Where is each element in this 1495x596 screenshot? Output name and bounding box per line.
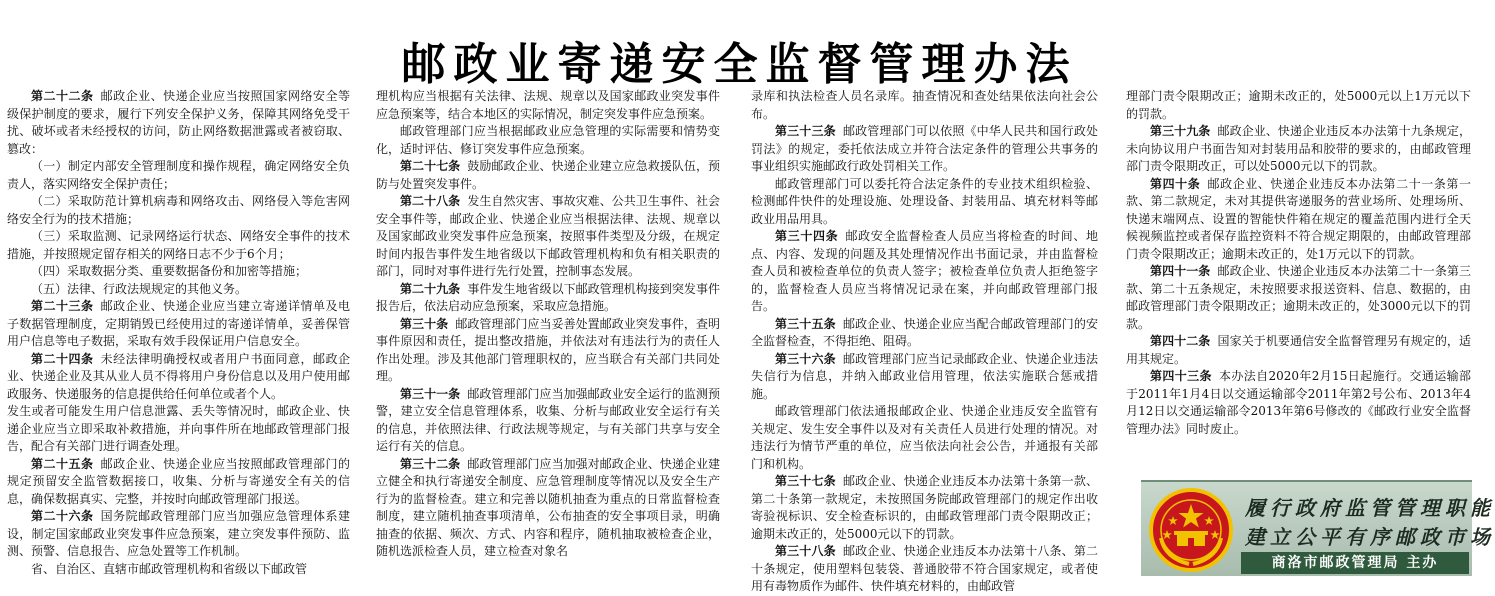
sponsor-banner [1141,480,1495,576]
article-label: 第三十三条 [775,124,836,138]
article-label: 第四十一条 [1150,264,1211,278]
article-text: 邮政企业、快递企业违反本办法第十九条规定，未向协议用户书面告知对封装用品和胶带的要求的，由邮政管理部门责令限期改正，可以处5000元以下的罚款。 [1126,124,1471,173]
article-43 [1126,368,1471,438]
article-text: 邮政企业、快递企业违反本办法第二十一条第三款、第二十五条规定，未按照要求报送资料、信息、数据的，由邮政管理部门责令限期改正；逾期未改正的，处3000元以下的罚款。 [1126,264,1471,331]
text-column-3 [751,88,1098,593]
article-text: 邮政企业、快递企业应当按照国家网络安全等级保护制度的要求，履行下列安全保护义务，保障其网络免受干扰、破坏或者未经授权的访问，防止网络数据泄露或者被窃取、篡改： [7,89,350,156]
article-label: 第二十三条 [31,299,94,313]
article-text: 国务院邮政管理部门应当加强应急管理体系建设，制定国家邮政业突发事件应急预案，建立突发事件预防、监测、预警、信息报告、应急处置等工作机制。 [7,509,350,558]
article-label: 第三十五条 [775,316,836,331]
article-42 [1126,333,1471,368]
article-25 [7,456,350,509]
article-26 [7,508,350,561]
article-label: 第二十九条 [400,281,461,296]
article-label: 第二十八条 [400,194,461,208]
article-label: 第三十四条 [775,229,839,243]
article-label: 第三十六条 [775,351,836,366]
national-emblem-icon [1147,488,1235,572]
article-label: 第四十条 [1150,176,1201,191]
article-28 [376,193,720,281]
article-text: 未经法律明确授权或者用户书面同意，邮政企业、快递企业及其从业人员不得将用户身份信息以及用户使用邮政服务、快递服务的信息提供给任何单位或者个人。 [7,351,350,401]
article-text: 邮政企业、快递企业违反本办法第十条第一款、第二十条第一款规定，未按照国务院邮政管理部门的规定作出收寄验视标识、安全检查标识的，由邮政管理部门责令限期改正；逾期未改正的，处5000元以下的罚款。 [751,474,1098,541]
article-31 [376,386,720,456]
article-label: 第三十八条 [775,544,836,558]
article-text: 邮政管理部门应当妥善处置邮政业突发事件，查明事件原因和责任，提出整改措施，并依法对有违法行为的责任人作出处理。涉及其他部门管理职权的，应当联合有关部门共同处理。 [376,316,720,383]
article-text: 邮政管理部门应当加强对邮政企业、快递企业建立健全和执行寄递安全制度、应急管理制度等情况以及安全生产行为的监督检查。建立和完善以随机抽查为重点的日常监督检查制度，建立随机抽查事项清单，公布抽查的安全事项目录，明确抽查的依据、频次、方式、内容和程序，随机抽取被检查企业，随机选派检查人员，建立检查对象名 [376,456,720,558]
article-32 [376,456,720,561]
paragraph: 理部门责令限期改正；逾期未改正的，处5000元以上1万元以下的罚款。 [1126,89,1471,121]
article-text: 邮政企业、快递企业违反本办法第二十一条第一款、第二款规定，未对其提供寄递服务的营业场所、处理场所、快递末端网点、设置的智能快件箱在规定的覆盖范围内进行全天候视频监控或者保存监控资料不符合规定期限的，由邮政管理部门责令限期改正；逾期未改正的，处1万元以下的罚款。 [1126,176,1471,261]
article-label: 第二十五条 [31,456,94,471]
article-label: 第二十七条 [400,159,461,173]
paragraph: 理机构应当根据有关法律、法规、规章以及国家邮政业突发事件应急预案等，结合本地区的实际情况，制定突发事件应急预案。 [376,89,720,121]
article-41 [1126,263,1471,333]
article-22 [7,88,350,158]
article-39 [1126,123,1471,176]
list-item: （一）制定内部安全管理制度和操作规程，确定网络安全负责人，落实网络安全保护责任； [7,159,350,191]
article-label: 第三十七条 [775,474,836,488]
host-label: 商洛市邮政管理局 主办 [1241,552,1469,574]
article-text: 邮政管理部门可以依照《中华人民共和国行政处罚法》的规定，委托依法成立并符合法定条件的管理公共事务的事业组织实施邮政行政处罚相关工作。 [751,124,1098,173]
text-column-4 [1126,88,1471,473]
article-text: 邮政企业、快递企业应当配合邮政管理部门的安全监督检查，不得拒绝、阻碍。 [751,316,1098,348]
article-text: 本办法自2020年2月15日起施行。交通运输部于2011年1月4日以交通运输部令2011年第2号公布、2013年4月12日以交通运输部令2013年第6号修改的《邮政行业安全监督管理办法》同时废止。 [1126,369,1471,436]
text-column-2 [376,88,720,576]
article-label: 第四十三条 [1150,369,1212,383]
list-item: （二）采取防范计算机病毒和网络攻击、网络侵入等危害网络安全行为的技术措施； [7,194,350,226]
paragraph: 发生或者可能发生用户信息泄露、丢失等情况时，邮政企业、快递企业应当立即采取补救措施，并向事件所在地邮政管理部门报告，配合有关部门进行调查处理。 [7,404,350,453]
paragraph: 省、自治区、直辖市邮政管理机构和省级以下邮政管 [31,561,308,576]
article-24 [7,351,350,404]
article-label: 第四十二条 [1150,334,1211,348]
emblem-gate-roof [1174,531,1208,535]
article-34 [751,228,1098,316]
article-text: 事件发生地省级以下邮政管理机构接到突发事件报告后，依法启动应急预案，采取应急措施。 [376,281,720,313]
article-label: 第三十一条 [400,386,461,401]
article-35 [751,316,1098,351]
article-label: 第二十二条 [31,89,94,103]
article-label: 第三十九条 [1150,124,1211,138]
page-title: 邮政业寄递安全监督管理办法 [401,39,1078,91]
article-text: 鼓励邮政企业、快递企业建立应急救援队伍，预防与处置突发事件。 [376,159,720,191]
article-text: 国家关于机要通信安全监督管理另有规定的，适用其规定。 [1126,334,1471,366]
article-text: 邮政企业、快递企业违反本办法第十八条、第二十条规定，使用塑料包装袋、普通胶带不符合国家规定，或者使用有毒物质作为邮件、快件填充材料的，由邮政管 [751,544,1098,593]
paragraph: 邮政管理部门依法通报邮政企业、快递企业违反安全监管有关规定、发生安全事件以及对有关责任人员进行处理的情况。对违法行为情节严重的单位，应当依法向社会公告，并通报有关部门和机构。 [751,404,1098,471]
article-label: 第三十二条 [400,456,461,471]
slogan-line-1: 履行政府监管管理职能 [1245,496,1495,520]
article-text: 发生自然灾害、事故灾难、公共卫生事件、社会安全事件等，邮政企业、快递企业应当根据法律、法规、规章以及国家邮政业突发事件应急预案，按照事件类型及分级，在规定时间内报告事件发生地省级以下邮政管理机构和负有相关职责的部门，同时对事件进行先行处置，控制事态发展。 [376,194,720,278]
article-37 [751,473,1098,543]
article-text: 邮政管理部门应当加强邮政业安全运行的监测预警，建立安全信息管理体系，收集、分析与邮政业安全运行有关的信息，并依照法律、行政法规等规定，与有关部门共享与安全运行有关的信息。 [376,386,720,453]
list-item: （五）法律、行政法规规定的其他义务。 [31,281,248,296]
slogan-line-2: 建立公平有序邮政市场 [1245,525,1495,549]
article-33 [751,123,1098,176]
article-text: 邮政企业、快递企业应当建立寄递详情单及电子数据管理制度，定期销毁已经使用过的寄递详情单，妥善保管用户信息等电子数据，采取有效手段保证用户信息安全。 [7,299,350,348]
paragraph: 邮政管理部门应当根据邮政业应急管理的实际需要和情势变化，适时评估、修订突发事件应急预案。 [376,124,720,156]
paragraph: 邮政管理部门可以委托符合法定条件的专业技术组织检验、检测邮件快件的处理设施、处理设备、封装用品、填充材料等邮政业用品用具。 [751,176,1098,226]
article-label: 第三十条 [400,316,449,331]
article-text: 邮政管理部门应当记录邮政企业、快递企业违法失信行为信息，并纳入邮政业信用管理，依法实施联合惩戒措施。 [751,351,1098,401]
paragraph: 录库和执法检查人员名录库。抽查情况和查处结果依法向社会公布。 [751,89,1098,121]
article-text: 邮政安全监督检查人员应当将检查的时间、地点、内容、发现的问题及其处理情况作出书面记录，并由监督检查人员和被检查单位的负责人签字；被检查单位负责人拒绝签字的，监督检查人员应当将情况记录在案，并向邮政管理部门报告。 [751,229,1098,313]
list-item: （四）采取数据分类、重要数据备份和加密等措施； [31,264,308,278]
article-38 [751,543,1098,596]
article-text: 邮政企业、快递企业应当按照邮政管理部门的规定预留安全监管数据接口，收集、分析与寄递安全有关的信息，确保数据真实、完整，并按时向邮政管理部门报送。 [7,456,350,506]
list-item: （三）采取监测、记录网络运行状态、网络安全事件的技术措施，并按照规定留存相关的网络日志不少于6个月； [7,229,350,261]
emblem-gate-door [1188,538,1194,546]
text-column-1 [7,88,350,576]
article-30 [376,316,720,386]
article-29 [376,281,720,316]
article-label: 第二十六条 [31,509,94,523]
article-label: 第二十四条 [31,351,94,366]
article-40 [1126,176,1471,264]
article-27 [376,158,720,193]
article-36 [751,351,1098,404]
article-23 [7,298,350,351]
